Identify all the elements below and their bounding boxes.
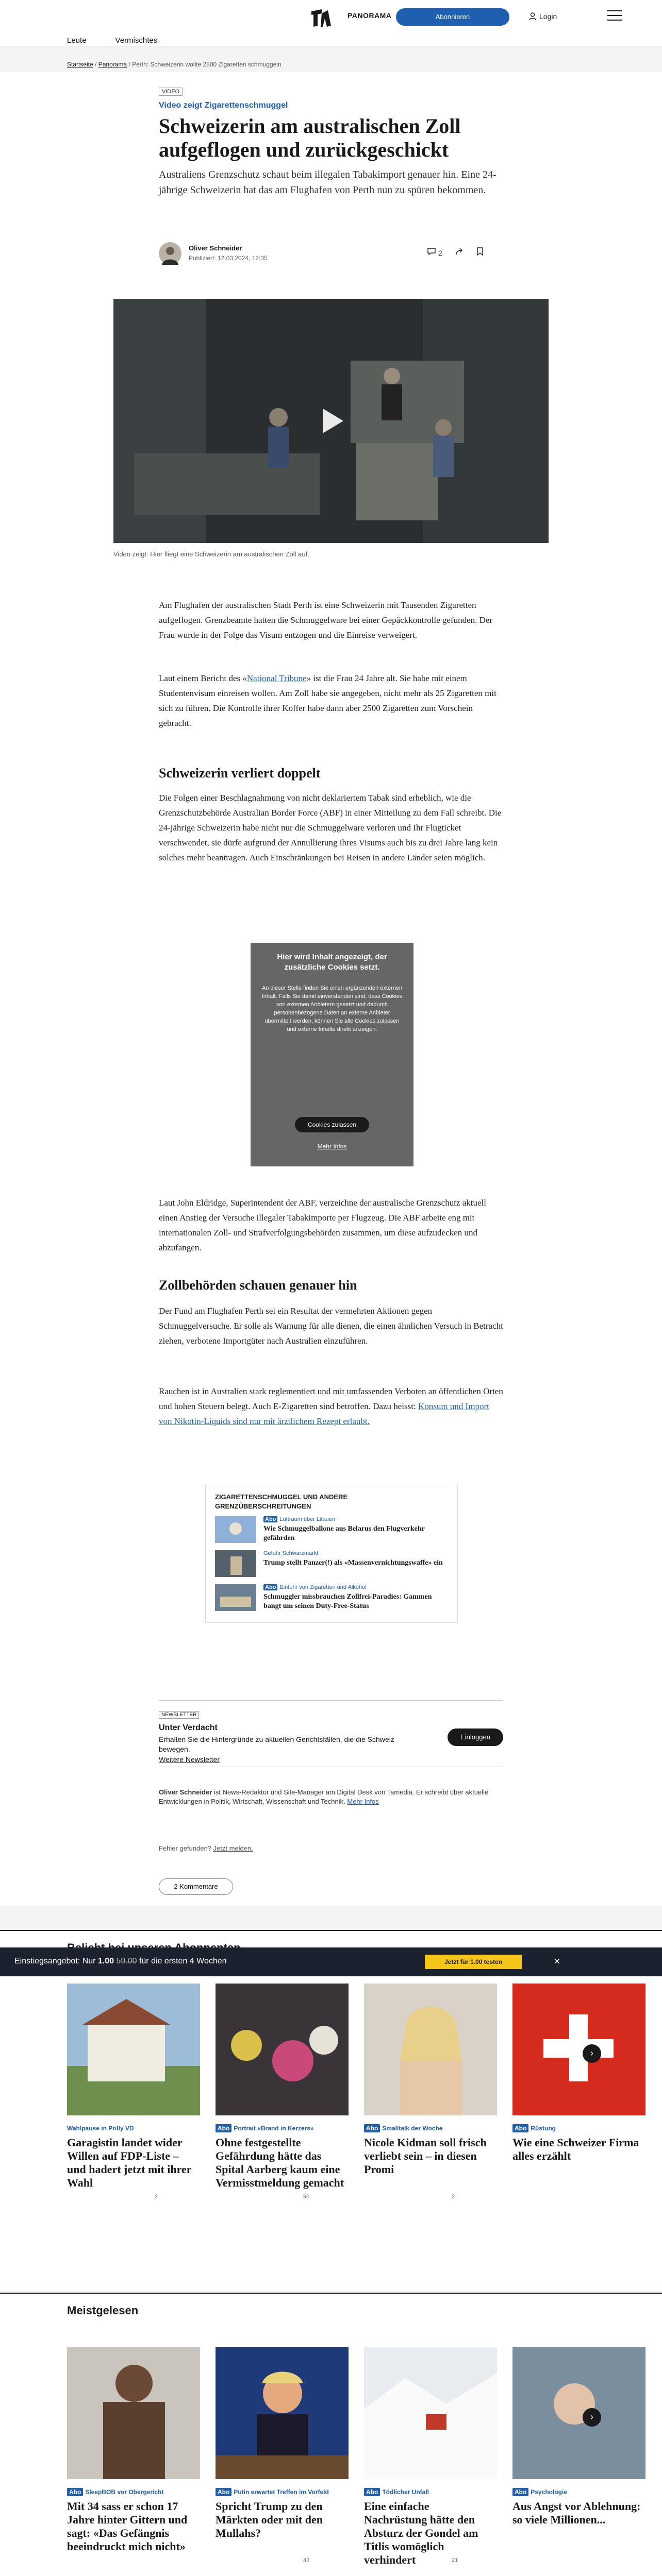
article-title: Schweizerin am australischen Zoll aufgeflogen und zurückgeschickt xyxy=(159,114,461,161)
card-kicker: Rüstung xyxy=(531,2125,556,2132)
related-thumbnail xyxy=(215,1584,256,1611)
related-headline: Trump stellt Panzer(!) als «Massenvernichtungswaffe» ein xyxy=(263,1559,443,1567)
login-link[interactable]: Login xyxy=(539,12,557,21)
card-title: Garagistin landet wider Willen auf FDP-Liste – und hadert jetzt mit ihrer Wahl xyxy=(67,2136,192,2189)
bookmark-icon[interactable] xyxy=(476,247,484,256)
abo-badge: Abo xyxy=(263,1584,277,1590)
bio-more-link[interactable]: Mehr Infos xyxy=(347,1798,379,1805)
comments-button[interactable]: 2 Kommentare xyxy=(159,1878,233,1895)
author-row xyxy=(159,242,503,266)
card-kicker: Smalltalk der Woche xyxy=(382,2125,443,2132)
card-title: Ohne festgestellte Gefährdung hätte das Spital Aarberg kaum eine Vermisstmeldung gemacht xyxy=(216,2136,344,2189)
abo-badge: Abo xyxy=(364,2488,380,2496)
card-comment-count: 2 xyxy=(155,2194,158,2200)
article-card[interactable] xyxy=(512,1984,639,2205)
article-subheading: Schweizerin verliert doppelt xyxy=(159,766,321,781)
carousel-next-icon[interactable]: › xyxy=(583,2408,601,2427)
abo-badge: Abo xyxy=(364,2124,380,2132)
author-name[interactable]: Oliver Schneider xyxy=(189,244,242,252)
article-paragraph: Die Folgen einer Beschlagnahmung von nicht deklariertem Tabak sind erheblich, wie die Grenzschutzbehörde Australian Border Force (ABF) in einer Mitteilung zu dem Fall schreibt. Die 24-jährige Schweizerin habe nicht nur die Schmuggelware verloren und Ihr Flugticket verschwendet, sie dürfe aufgrund der Annullierung ihres Visums auch bis zu drei Jahre lang kein solches mehr beantragen. Auch Einschränkungen bei Reisen in andere Länder seien möglich. xyxy=(159,793,502,862)
video-caption: Video zeigt: Hier fliegt eine Schweizerin am australischen Zoll auf. xyxy=(113,550,309,558)
article-paragraph xyxy=(159,671,503,731)
article-paragraph: Am Flughafen der australischen Stadt Perth ist eine Schweizerin mit Tausenden Zigaretten aufgeflogen. Grenzbeamte hatten die Schmuggelware bei einer Gepäckkontrolle gefunden. Der Frau wurde in der Folge das Visum entzogen und die Einreise verweigert. xyxy=(159,600,493,640)
related-thumbnail xyxy=(215,1516,256,1543)
paragraph-text: Rauchen ist in Australien stark reglementiert und mit umfassenden Verboten an öffentlichen Orten und hohen Steuern belegt. Auch E-Zigaretten sind betroffen. Dazu heisst: xyxy=(159,1386,503,1411)
share-icon[interactable] xyxy=(455,247,464,256)
paragraph-text: Laut einem Bericht des « xyxy=(159,673,247,683)
breadcrumb-panorama[interactable]: Panorama xyxy=(98,61,127,68)
article-paragraph xyxy=(159,1384,503,1429)
card-kicker: Tödlicher Unfall xyxy=(382,2488,429,2496)
article-card[interactable] xyxy=(67,2347,200,2569)
consent-more-info-link[interactable]: Mehr Infos xyxy=(317,1143,347,1150)
newsletter-login-button[interactable]: Einloggen xyxy=(448,1728,503,1746)
related-kicker: Einfuhr von Zigaretten und Alkohol xyxy=(279,1584,367,1590)
article-subheading: Zollbehörden schauen genauer hin xyxy=(159,1278,357,1293)
comment-icon xyxy=(427,247,436,256)
menu-icon[interactable] xyxy=(607,10,622,22)
paragraph-text: » ist die Frau 24 Jahre alt. Sie habe mit einem Studentenvisum einreisen wollen. Am Zoll habe sie angegeben, nicht mehr als 25 Zigaretten mit sich zu führen. Die Kontrolle ihrer Koffer habe dann aber 2500 Zigaretten zum Vorschein gebracht. xyxy=(159,673,496,728)
abo-badge: Abo xyxy=(512,2124,528,2132)
error-report-text: Fehler gefunden? xyxy=(159,1844,211,1852)
related-item[interactable] xyxy=(215,1516,452,1545)
related-kicker: Luftraum über Litauen xyxy=(279,1516,336,1522)
related-headline: Schmuggler missbrauchen Zollfrei-Paradies: Gammen bangt um seinen Duty-Free-Status xyxy=(263,1593,432,1610)
banner-text-pre: Einstiegsangebot: Nur xyxy=(14,1957,98,1965)
related-kicker: Gefahr Schwarzmarkt xyxy=(263,1550,319,1556)
banner-price: 1.00 xyxy=(97,1957,114,1965)
breadcrumb: Startseite / Panorama / Perth: Schweizerin wollte 2500 Zigaretten schmuggeln xyxy=(67,61,282,68)
promo-banner xyxy=(0,1947,662,1976)
card-image xyxy=(216,2347,349,2479)
article-card[interactable] xyxy=(216,2347,349,2569)
card-comment-count: 90 xyxy=(303,2194,310,2200)
allow-cookies-button[interactable]: Cookies zulassen xyxy=(295,1117,369,1132)
site-logo-icon[interactable] xyxy=(309,7,333,29)
banner-text xyxy=(14,1957,227,1966)
banner-old-price: 59.00 xyxy=(116,1957,137,1965)
article-card[interactable] xyxy=(364,2347,497,2569)
card-title: Aus Angst vor Ablehnung: so viele Millionen... xyxy=(512,2500,641,2526)
abo-badge: Abo xyxy=(263,1516,277,1522)
bio-author-name[interactable]: Oliver Schneider xyxy=(159,1788,212,1796)
carousel-next-icon[interactable]: › xyxy=(583,2044,601,2063)
card-kicker: Portrait «Brand in Kerzers» xyxy=(234,2125,314,2132)
article-actions xyxy=(427,247,484,257)
card-kicker: SleepBOB vor Obergericht xyxy=(85,2488,164,2496)
card-title: Nicole Kidman soll frisch verliebt sein – in diesen Promi xyxy=(364,2136,487,2176)
card-comment-count: 42 xyxy=(303,2557,310,2564)
user-icon[interactable] xyxy=(529,12,536,21)
article-card[interactable] xyxy=(364,1984,497,2205)
play-icon[interactable] xyxy=(315,404,347,437)
card-image xyxy=(67,1984,200,2115)
newsletter-box xyxy=(159,1700,503,1767)
subnav-item-leute[interactable]: Leute xyxy=(67,36,87,45)
abo-badge: Abo xyxy=(216,2488,231,2496)
related-articles-box xyxy=(205,1484,458,1623)
card-image xyxy=(216,1984,349,2115)
card-kicker: Putin erwartet Treffen im Vorfeld xyxy=(234,2488,329,2496)
abo-badge: Abo xyxy=(216,2124,231,2132)
related-item[interactable] xyxy=(215,1584,452,1613)
breadcrumb-home[interactable]: Startseite xyxy=(67,61,93,68)
newsletter-text: Erhalten Sie die Hintergründe zu aktuellen Gerichtsfällen, die die Schweiz bewegen. xyxy=(159,1735,394,1753)
banner-cta-button[interactable]: Jetzt für 1.00 testen xyxy=(425,1955,522,1969)
related-title: ZIGARETTENSCHMUGGEL UND ANDERE GRENZÜBERSCHREITUNGEN xyxy=(215,1493,348,1510)
error-report-link[interactable]: Jetzt melden. xyxy=(213,1844,253,1852)
card-kicker: Psychologie xyxy=(531,2488,568,2496)
article-paragraph: Laut John Eldridge, Superintendent der ABF, verzeichne der australische Grenzschutz aktuell einen Anstieg der Versuche illegaler Tabakimporte per Flugzeug. Die ABF arbeite eng mit internationalen Zoll- und Strafverfolgungsbehörden zusammen, um diese aufzudecken und abzufangen. xyxy=(159,1198,486,1252)
abo-badge: Abo xyxy=(67,2488,83,2496)
national-tribune-link[interactable]: National Tribune xyxy=(246,673,307,683)
newsletter-title: Unter Verdacht xyxy=(159,1723,218,1732)
section-label[interactable]: PANORAMA xyxy=(347,11,392,20)
card-image xyxy=(364,2347,497,2479)
card-image xyxy=(364,1984,497,2115)
close-icon[interactable]: × xyxy=(554,1955,560,1968)
card-comment-count: 21 xyxy=(452,2557,458,2564)
breadcrumb-current: Perth: Schweizerin wollte 2500 Zigaretten schmuggeln xyxy=(132,61,282,68)
publish-date: Publiziert: 12.03.2024, 12:35 xyxy=(189,255,268,262)
section-title: Meistgelesen xyxy=(67,2304,139,2317)
card-title: Wie eine Schweizer Firma alles erzählt xyxy=(512,2136,639,2162)
author-bio xyxy=(159,1788,503,1806)
article-kicker: Video zeigt Zigarettenschmuggel xyxy=(159,101,288,110)
article-card[interactable] xyxy=(216,1984,349,2205)
consent-text: An dieser Stelle finden Sie einen ergänzenden externen Inhalt. Falls Sie damit einverstanden sind, dass Cookies von externen Anbietern gesetzt und dadurch personenbezogene Daten an externe Anbieter übermittelt werden, können Sie alle Cookies zulassen und externe Inhalte direkt anzeigen. xyxy=(261,985,403,1032)
video-player[interactable] xyxy=(113,299,549,543)
article-card[interactable] xyxy=(67,1984,200,2205)
comments-action[interactable] xyxy=(427,247,442,257)
nicotine-link[interactable]: Konsum und Import von Nikotin-Liquids sind nur mit ärztlichem Rezept erlaubt. xyxy=(159,1401,489,1426)
abo-badge: Abo xyxy=(512,2488,528,2496)
card-image xyxy=(512,1984,646,2115)
author-avatar xyxy=(159,242,181,265)
related-thumbnail xyxy=(215,1550,256,1577)
banner-text-post: für die ersten 4 Wochen xyxy=(137,1957,227,1965)
card-title: Spricht Trump zu den Märkten oder mit den Mullahs? xyxy=(216,2500,323,2539)
related-item[interactable] xyxy=(215,1550,452,1579)
newsletter-label: NEWSLETTER xyxy=(159,1711,199,1719)
bio-text: ist News-Redaktor und Site-Manager am Digital Desk von Tamedia. Er schreibt über aktuelle Entwicklungen in Politik, Wirtschaft, Wissenschaft und Technik. xyxy=(159,1788,489,1805)
site-header xyxy=(0,0,662,46)
card-image xyxy=(512,2347,646,2479)
cookie-consent-box xyxy=(251,943,413,1166)
article-card[interactable] xyxy=(512,2347,641,2569)
more-newsletters-link[interactable]: Weitere Newsletter xyxy=(159,1755,220,1764)
subnav xyxy=(67,36,157,45)
card-comment-count: 2 xyxy=(452,2194,455,2200)
card-kicker: Wahlpause in Prilly VD xyxy=(67,2125,134,2132)
subscribe-button[interactable]: Abonnieren xyxy=(396,8,509,26)
related-headline: Wie Schmuggelballone aus Belarus den Flugverkehr gefährden xyxy=(263,1525,425,1542)
consent-title: Hier wird Inhalt angezeigt, der zusätzliche Cookies setzt. xyxy=(277,953,387,972)
comment-count: 2 xyxy=(438,249,442,257)
card-image xyxy=(67,2347,200,2479)
error-report xyxy=(159,1844,503,1852)
article-paragraph: Der Fund am Flughafen Perth sei ein Resultat der vermehrten Aktionen gegen Schmuggelversuche. Er solle als Warnung für alle dienen, die einen ähnlichen Versuch in Betracht ziehen, verbotene Importgüter nach Australien einzuführen. xyxy=(159,1306,503,1346)
subnav-item-vermischtes[interactable]: Vermischtes xyxy=(115,36,158,45)
card-title: Mit 34 sass er schon 17 Jahre hinter Gittern und sagt: «Das Gefängnis beeindruckt mich nicht» xyxy=(67,2500,188,2553)
video-tag: VIDEO xyxy=(159,88,183,96)
card-title: Eine einfache Nachrüstung hätte den Absturz der Gondel am Titlis womöglich verhindert xyxy=(364,2500,478,2566)
article-lead: Australiens Grenzschutz schaut beim illegalen Tabakimport genauer hin. Eine 24-jährige Schweizerin hat das am Flughafen von Perth nun zu spüren bekommen. xyxy=(159,169,496,196)
